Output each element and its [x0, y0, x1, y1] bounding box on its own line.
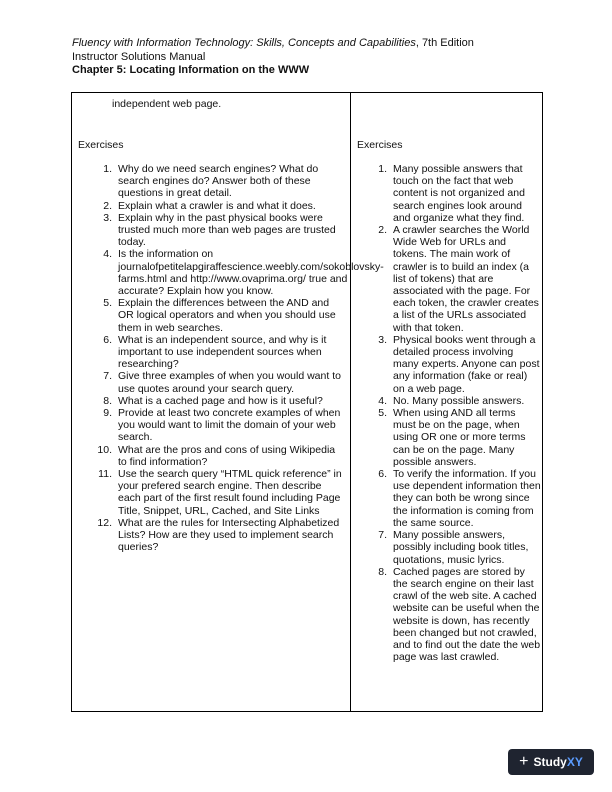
answer-item: [369, 529, 541, 566]
question-item-number: 8.: [103, 394, 112, 407]
question-item: [94, 200, 346, 212]
question-item-number: 7.: [103, 370, 112, 383]
answer-item: [369, 334, 541, 395]
document-header: [72, 37, 474, 78]
manual-label: Instructor Solutions Manual: [72, 50, 206, 63]
question-item: [94, 517, 346, 554]
question-item: [94, 163, 346, 200]
question-item-text: Explain the differences between the AND and OR logical operators and when you should use them in web searches.: [118, 297, 336, 334]
answer-item-text: Many possible answers, possibly including book titles, quotations, music lyrics.: [393, 529, 529, 566]
questions-column: [72, 93, 384, 711]
question-item-text: What are the rules for Intersecting Alphabetized Lists? How are they used to implement search queries?: [118, 516, 340, 554]
answer-item-number: 2.: [378, 224, 387, 237]
answer-item-text: A crawler searches the World Wide Web for URLs and tokens. The main work of crawler is to build an index (a list of tokens) that are associated with the page. For each token, the crawler creates a list of the URLs associated with that token.: [393, 224, 539, 334]
exercises-table: [71, 92, 543, 712]
question-item-number: 11.: [98, 468, 112, 481]
question-item-text: Explain what a crawler is and what it does.: [118, 199, 316, 212]
questions-heading: Exercises: [78, 139, 124, 151]
question-item-text: Use the search query “HTML quick reference” in your prefered search engine. Then describe each part of the first result found including Page Title, Snippet, URL, Cached, and Site Links: [118, 468, 342, 517]
answer-item-number: 7.: [378, 529, 387, 542]
question-item: [94, 248, 384, 298]
answer-item-number: 5.: [378, 407, 387, 420]
question-item-number: 3.: [103, 211, 112, 224]
answer-item-number: 4.: [378, 394, 387, 407]
answer-item: [369, 395, 541, 407]
question-item-text: Explain why in the past physical books were trusted much more than web pages are trusted today.: [118, 211, 336, 249]
answer-item: [369, 468, 541, 529]
question-item: [94, 395, 346, 407]
answer-item-text: No. Many possible answers.: [393, 394, 525, 407]
answer-item-number: 3.: [378, 333, 387, 346]
answer-item-number: 1.: [378, 163, 387, 175]
answer-item: [369, 163, 541, 224]
question-item-number: 12.: [97, 516, 112, 529]
answers-heading: Exercises: [357, 139, 403, 151]
question-item-text: Provide at least two concrete examples of when you would want to limit the domain of your web search.: [118, 407, 341, 444]
question-item-number: 6.: [103, 333, 112, 346]
studyxy-badge[interactable]: [508, 749, 594, 775]
question-item-number: 5.: [103, 297, 112, 310]
question-item-text: What is an independent source, and why is it important to use independent sources when researching?: [118, 333, 327, 371]
answers-column: [351, 93, 542, 711]
question-item-text: Why do we need search engines? What do search engines do? Answer both of these questions in great detail.: [118, 163, 319, 200]
question-item: [94, 468, 346, 517]
plus-icon: +: [519, 753, 529, 770]
question-item-number: 4.: [103, 248, 112, 261]
question-item: [94, 444, 346, 468]
question-item-text: What are the pros and cons of using Wikipedia to find information?: [118, 443, 336, 468]
answer-item-text: When using AND all terms must be on the page, when using OR one or more terms can be on the page. Many possible answers.: [393, 407, 526, 468]
brand-name: StudyXY: [533, 755, 583, 769]
question-item: [94, 334, 346, 371]
answers-list: [369, 163, 541, 663]
chapter-title: Chapter 5: Locating Information on the WWW: [72, 64, 310, 76]
question-item-number: 1.: [103, 163, 112, 175]
answer-item-text: Cached pages are stored by the search engine on their last crawl of the web site. A cached website can be useful when the website is down, has recently been changed but not crawled, and to find out the date the web page was last crawled.: [393, 565, 541, 664]
question-item: [94, 212, 346, 249]
question-item-number: 10.: [97, 443, 112, 456]
question-item: [94, 297, 346, 334]
answer-item: [369, 224, 541, 334]
answer-item-number: 8.: [378, 565, 387, 578]
answer-item-text: Many possible answers that touch on the fact that web content is not organized and search engines look around and organize what they find.: [393, 163, 525, 224]
question-item: [94, 407, 346, 444]
book-title: Fluency with Information Technology: Skills, Concepts and Capabilities, 7th Edition: [72, 37, 474, 49]
answer-item-text: Physical books went through a detailed process involving many experts. Anyone can post any information (fake or real) on a web page.: [393, 333, 540, 395]
question-item-text: Is the information on journalofpetitelapgiraffescience.weebly.com/sokoblovsky-farms.html and http://www.ovaprima.org/ true and accurate? Explain how you know.: [118, 248, 384, 298]
questions-list: [94, 163, 384, 554]
question-item-text: What is a cached page and how is it useful?: [118, 394, 323, 407]
continued-text: independent web page.: [112, 98, 222, 110]
question-item-text: Give three examples of when you would want to use quotes around your search query.: [118, 370, 341, 395]
question-item-number: 9.: [103, 407, 112, 420]
answer-item: [369, 407, 541, 468]
question-item-number: 2.: [103, 199, 112, 212]
question-item: [94, 370, 346, 394]
answer-item-number: 6.: [378, 468, 387, 481]
answer-item-text: To verify the information. If you use dependent information then they can both be wrong since the information is coming from the same source.: [393, 468, 541, 529]
answer-item: [369, 566, 541, 664]
